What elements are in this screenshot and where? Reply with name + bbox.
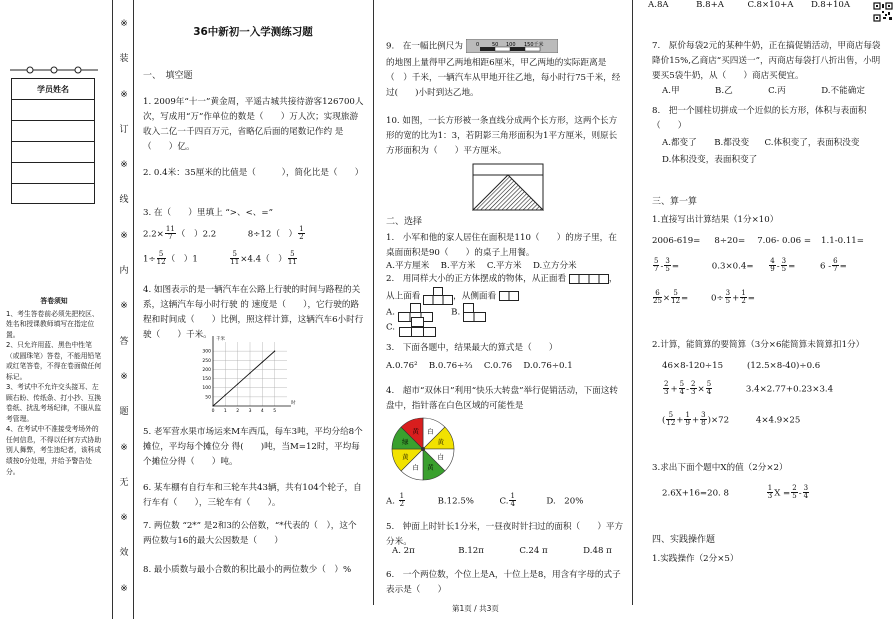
option-d[interactable]: D.立方分米 [532, 261, 577, 271]
note-item: 2、只允许用蓝、黑色中性笔（或圆珠笔）答卷，不能用铅笔或红笔答卷，不得在卷面做任何标记。 [6, 341, 102, 381]
question-7: 7. 两位数 “2*” 是2和3的公倍数，“*代表的（ ），这个两位数与16的最大公因数是（ ） [143, 521, 357, 547]
rectangle-triangle-figure [472, 163, 544, 211]
seal-mark: ※ [120, 160, 128, 171]
choice-5-options [392, 544, 624, 559]
seal-mark: ※ [120, 89, 128, 100]
option-c[interactable]: C.丙 [768, 86, 786, 96]
option-c[interactable]: C. [386, 322, 396, 333]
option-a[interactable]: A.平方厘米 [386, 261, 430, 271]
x-axis-label: 时 [291, 401, 296, 406]
scale-tick: 50 [491, 42, 499, 48]
question-8: 8. 最小质数与最小合数的积比最小的两位数少（ ）% [143, 565, 352, 575]
option-c-figure [398, 316, 438, 338]
seal-mark: ※ [120, 442, 128, 453]
qr-code-icon [873, 2, 893, 22]
y-axis-label: 千米 [216, 337, 225, 342]
calc-1-row-3: $\frac{6}{25}$ × $\frac{5}{12}$ = 0÷ $\frac{3}{5}$ + $\frac{1}{2}$ = [653, 289, 755, 306]
y-tick-label: 150 [202, 377, 211, 383]
column-divider [373, 0, 374, 605]
choice-2-option-c [386, 316, 624, 338]
expr-text: （ ）1 [166, 254, 198, 265]
page-title: 36中新初一入学测练习题 [193, 26, 313, 38]
page-footer: 第1页 / 共3页 [452, 604, 499, 613]
seal-char: 题 [119, 407, 129, 418]
answer-sheet-sidebar [0, 0, 112, 619]
student-info-box [11, 78, 95, 204]
data-point [249, 372, 250, 373]
scale-tick: 0 [475, 42, 479, 48]
question-9-cont: 的地图上量得甲乙两地相距6厘米，甲乙两地的实际距离是（ ）千米，一辆汽车从甲地开往乙地，每小时行75千米，经过( )小时到达乙地。 [386, 58, 621, 99]
option-c[interactable]: C.24 π [519, 546, 548, 556]
option-a[interactable]: A.都变了 [662, 138, 697, 148]
x-tick-label: 5 [273, 409, 277, 414]
calc-2-row-1: 46×8-120÷15 (12.5×8-40)÷0.6 [662, 361, 821, 371]
calc-1-row-2: $\frac{5}{7}$ - $\frac{3}{5}$ = 0.3×0.4= $\frac{4}{9}$ - $\frac{3}{5}$ = 6 - $\frac{6}{7}$ = [654, 257, 847, 274]
seal-mark: ※ [120, 371, 128, 382]
choice-4: 4. 超市“双休日”利用“快乐大转盘”举行促销活动，下面这转盘中，指针落在白色区域的可能性是 [386, 386, 619, 412]
fraction: $\frac{1}{2}$ [299, 225, 304, 242]
fraction: $\frac{5}{12}$ [156, 250, 166, 267]
option-a[interactable]: A. [386, 496, 398, 507]
option-d[interactable]: D.48 π [583, 546, 612, 556]
question-6: 6. 某车棚有自行车和三轮车共43辆，共有104个轮子，自行车有（ ），三轮车有（ ）。 [143, 483, 362, 509]
seal-mark: ※ [120, 583, 128, 594]
x-tick-label: 0 [211, 409, 215, 414]
choice-7: 7. 原价每袋2元的某种牛奶，正在搞促销活动，甲商店每袋降价15%,乙商店“买四送一”，丙商店每袋打八折出售，小明要买5袋牛奶，从（ ）商店买便宜。 [652, 41, 881, 82]
seal-mark: ※ [120, 19, 128, 29]
seal-mark: ※ [120, 301, 128, 312]
prize-wheel [390, 416, 456, 482]
section-practice: 四、实践操作题 [652, 535, 716, 545]
calc-3-row: 2.6X+16=20. 8 $\frac{1}{3}$ X = $\frac{2}{5}$ - $\frac{3}{4}$ [662, 484, 809, 501]
option-d[interactable]: D.不能确定 [821, 86, 865, 96]
y-tick-label: 250 [202, 358, 211, 364]
note-item: 3、考试中不允许交头接耳、左顾右盼、传纸条、打小抄、互换卷纸、扰乱考场纪律，不服从监考管理。 [6, 383, 102, 423]
option-b[interactable]: B.乙 [715, 86, 733, 96]
seal-char: 订 [119, 124, 129, 135]
option-b[interactable]: B.0.76÷⅔ [428, 361, 473, 371]
note-item: 4、在考试中不准接受考场外的任何信息，不得以任何方式协助别人舞弊，考生违纪者，该科成绩按0分处理，并给予警告处分。 [6, 425, 102, 476]
calc-1-row-1: 2006-619= 8÷20= 7.06- 0.06 = 1.1-0.11= [652, 236, 864, 246]
choice-1: 1. 小军和他的家人居住在面积是110（ ）的房子里，在桌面面积是90（ ）的桌子上用餐。 [386, 233, 617, 259]
option-b[interactable]: B.平方米 [440, 261, 476, 271]
chain-decoration [10, 64, 98, 76]
scale-bar [466, 39, 558, 53]
calc-2-title: 2.计算，能简算的要简算（3分×6能简算未简算扣1分） [652, 340, 865, 350]
data-point [274, 351, 275, 352]
question-5: 5. 老军营水果市场运来M车西瓜，每车3吨，平均分给8个摊位，平均每个摊位分 得( )吨，当M=12时，平均每个摊位分得（ ）吨。 [143, 427, 363, 468]
choice-3-options [386, 359, 624, 374]
side-view-figure [499, 291, 519, 301]
seal-char: 答 [119, 336, 129, 347]
question-2: 2. 0.4米：35厘米的比值是（ ），简化比是（ ） [143, 168, 364, 178]
y-tick-label: 300 [202, 349, 211, 355]
seal-char: 效 [119, 548, 129, 559]
student-info-row[interactable] [12, 121, 94, 142]
option-c[interactable]: C.体积变了，表面积没变 [764, 138, 860, 148]
seal-char: 线 [119, 195, 129, 206]
fraction: $\frac{5}{11}$ [287, 250, 297, 267]
choice-5: 5. 钟面上时针长1分米，一昼夜时针扫过的面积（ ）平方分米。 [386, 522, 624, 548]
section-calc: 三、算一算 [652, 197, 698, 207]
y-tick-label: 100 [202, 386, 211, 392]
wheel-label: 黄 [427, 463, 434, 472]
option-b[interactable]: B. [451, 307, 461, 318]
wheel-label: 黄 [412, 427, 419, 436]
x-tick-label: 1 [223, 409, 227, 414]
option-a[interactable]: A. 2π [392, 546, 415, 556]
option-b[interactable]: B.8+A [696, 0, 725, 10]
option-a[interactable]: A.8A [648, 0, 669, 10]
expr-text: （ ）2.2 [176, 229, 217, 240]
notes-title: 答卷须知 [40, 297, 68, 305]
option-c[interactable]: C. [499, 496, 509, 507]
choice-8: 8. 把一个圆柱切拼成一个近似的长方形，体积与表面积（ ） [652, 106, 867, 132]
section-fill-blank: 一、 填空题 [143, 71, 193, 81]
choice-8-options-1 [662, 136, 886, 151]
wheel-label: 绿 [401, 438, 409, 447]
choice-6-options [648, 0, 872, 13]
choice-4-options: A. $\frac{1}{2}$ B.12.5% C. $\frac{1}{4}$ D. 20% [386, 492, 584, 509]
option-b[interactable]: B.都没变 [714, 138, 750, 148]
choice-6: 6. 一个两位数，个位上是A，十位上是8，用含有字母的式子表示是（ ） [386, 570, 621, 596]
scale-tick: 100 [505, 42, 516, 48]
expr-text: ×4.4（ ） [240, 254, 287, 265]
question-4: 4. 如图表示的是一辆汽车在公路上行驶的时间与路程的关系，这辆汽车每小时行驶 的 速度是（ ），它行驶的路程和时间成（ ）比例，照这样计算，这辆汽车6小时行驶（ ）千米。 [143, 285, 364, 341]
option-b[interactable]: B.12.5% [437, 496, 474, 507]
distance-time-chart [197, 334, 297, 414]
column-divider [632, 0, 633, 605]
y-tick-label: 200 [202, 367, 211, 373]
expr-text: 8÷12（ ） [247, 229, 298, 240]
choice-8-options-2 [662, 153, 886, 168]
note-item: 1、考生答卷前必须先把校区、姓名和授课教师填写在指定位置。 [6, 309, 99, 339]
seal-char: 无 [119, 477, 129, 488]
wheel-pointer-icon [421, 447, 425, 451]
option-c[interactable]: C.平方米 [486, 261, 522, 271]
student-name-field[interactable] [12, 100, 94, 121]
option-a[interactable]: A.0.76² [386, 361, 418, 371]
data-point [237, 383, 238, 384]
data-point [225, 394, 226, 395]
wheel-label: 白 [412, 463, 419, 472]
data-point [212, 405, 213, 406]
student-info-row[interactable] [12, 163, 94, 184]
x-tick-label: 3 [248, 409, 252, 414]
expr-text: 1÷ [143, 254, 156, 265]
seal-mark: ※ [120, 513, 128, 524]
wheel-label: 黄 [437, 438, 445, 447]
choice-3: 3. 下面各题中，结果最大的算式是（ ） [386, 343, 558, 353]
data-point [262, 362, 263, 363]
student-info-row[interactable] [12, 184, 94, 205]
wheel-label: 白 [427, 427, 434, 436]
seal-line-column [112, 0, 134, 619]
question-3-row-1 [143, 226, 365, 242]
calc-3-title: 3.求出下面个题中X的值（2分×2） [652, 463, 788, 473]
student-name-label: 学员姓名 [12, 79, 94, 100]
choice-2: 2. 用同样大小的正方体摆成的物体，从正面看 ，从上面看 ，从侧面看 [386, 272, 624, 305]
option-b[interactable]: B.12π [458, 546, 484, 556]
question-3: 3. 在（ ）里填上 “>、<、=” [143, 208, 273, 218]
option-d[interactable]: D.0.76÷0.1 [523, 361, 573, 371]
option-d[interactable]: D.体积没变，表面积变了 [662, 155, 758, 165]
calc-1-title: 1.直接写出计算结果（1分×10） [652, 215, 779, 225]
practice-1: 1.实践操作（2分×5） [652, 554, 739, 564]
option-c[interactable]: C.8×10+A [747, 0, 794, 10]
question-3-row-2 [143, 251, 365, 267]
calc-2-row-2: $\frac{2}{3}$ + $\frac{5}{4}$ - $\frac{2}{3}$ × $\frac{5}{4}$ 3.4×2.77+0.23×3.4 [664, 380, 834, 397]
wheel-label: 白 [437, 452, 445, 461]
front-view-figure [569, 274, 609, 284]
student-info-row[interactable] [12, 142, 94, 163]
expr-text: 2.2× [143, 229, 164, 240]
fraction: $\frac{5}{11}$ [230, 250, 240, 267]
x-tick-label: 2 [236, 409, 240, 414]
scale-tick: 150千米 [523, 42, 544, 48]
question-1: 1. 2009年“十一”黄金周，平遥古城共接待游客126700人次，写成用“万”作单位的数是（ ）万人次；实现旅游收入二亿一千四百万元，省略亿后面的尾数记作约 是（ ）亿。 [143, 97, 364, 153]
fraction: $\frac{11}{7}$ [165, 225, 175, 242]
option-d[interactable]: D. 20% [546, 496, 584, 507]
choice-7-options [662, 84, 882, 99]
option-c[interactable]: C.0.76 [483, 361, 513, 371]
x-tick-label: 4 [260, 409, 264, 414]
section-choice: 二、选择 [386, 217, 423, 227]
exam-notes [6, 296, 102, 477]
option-d[interactable]: D.8+10A [810, 0, 851, 10]
calc-2-row-3: ( $\frac{5}{12}$ + $\frac{1}{9}$ + $\frac{3}{8}$ )×72 4×4.9×25 [662, 411, 801, 428]
seal-char: 内 [119, 266, 129, 277]
question-9: 9. 在一幅比例尺为 0 50 100 150千米 [386, 39, 624, 55]
seal-char: 装 [119, 54, 129, 65]
wheel-label: 黄 [401, 452, 409, 461]
seal-mark: ※ [120, 230, 128, 241]
chart-ticks [202, 349, 276, 414]
option-a[interactable]: A.甲 [662, 86, 680, 96]
option-a[interactable]: A. [386, 307, 395, 318]
question-10: 10. 如图，一长方形被一条直线分成两个长方形，这两个长方形的宽的比为1：3，若阴影三角形面积为1平方厘米，则原长方形面积为（ ）平方厘米。 [386, 116, 618, 157]
y-tick-label: 50 [205, 395, 211, 401]
